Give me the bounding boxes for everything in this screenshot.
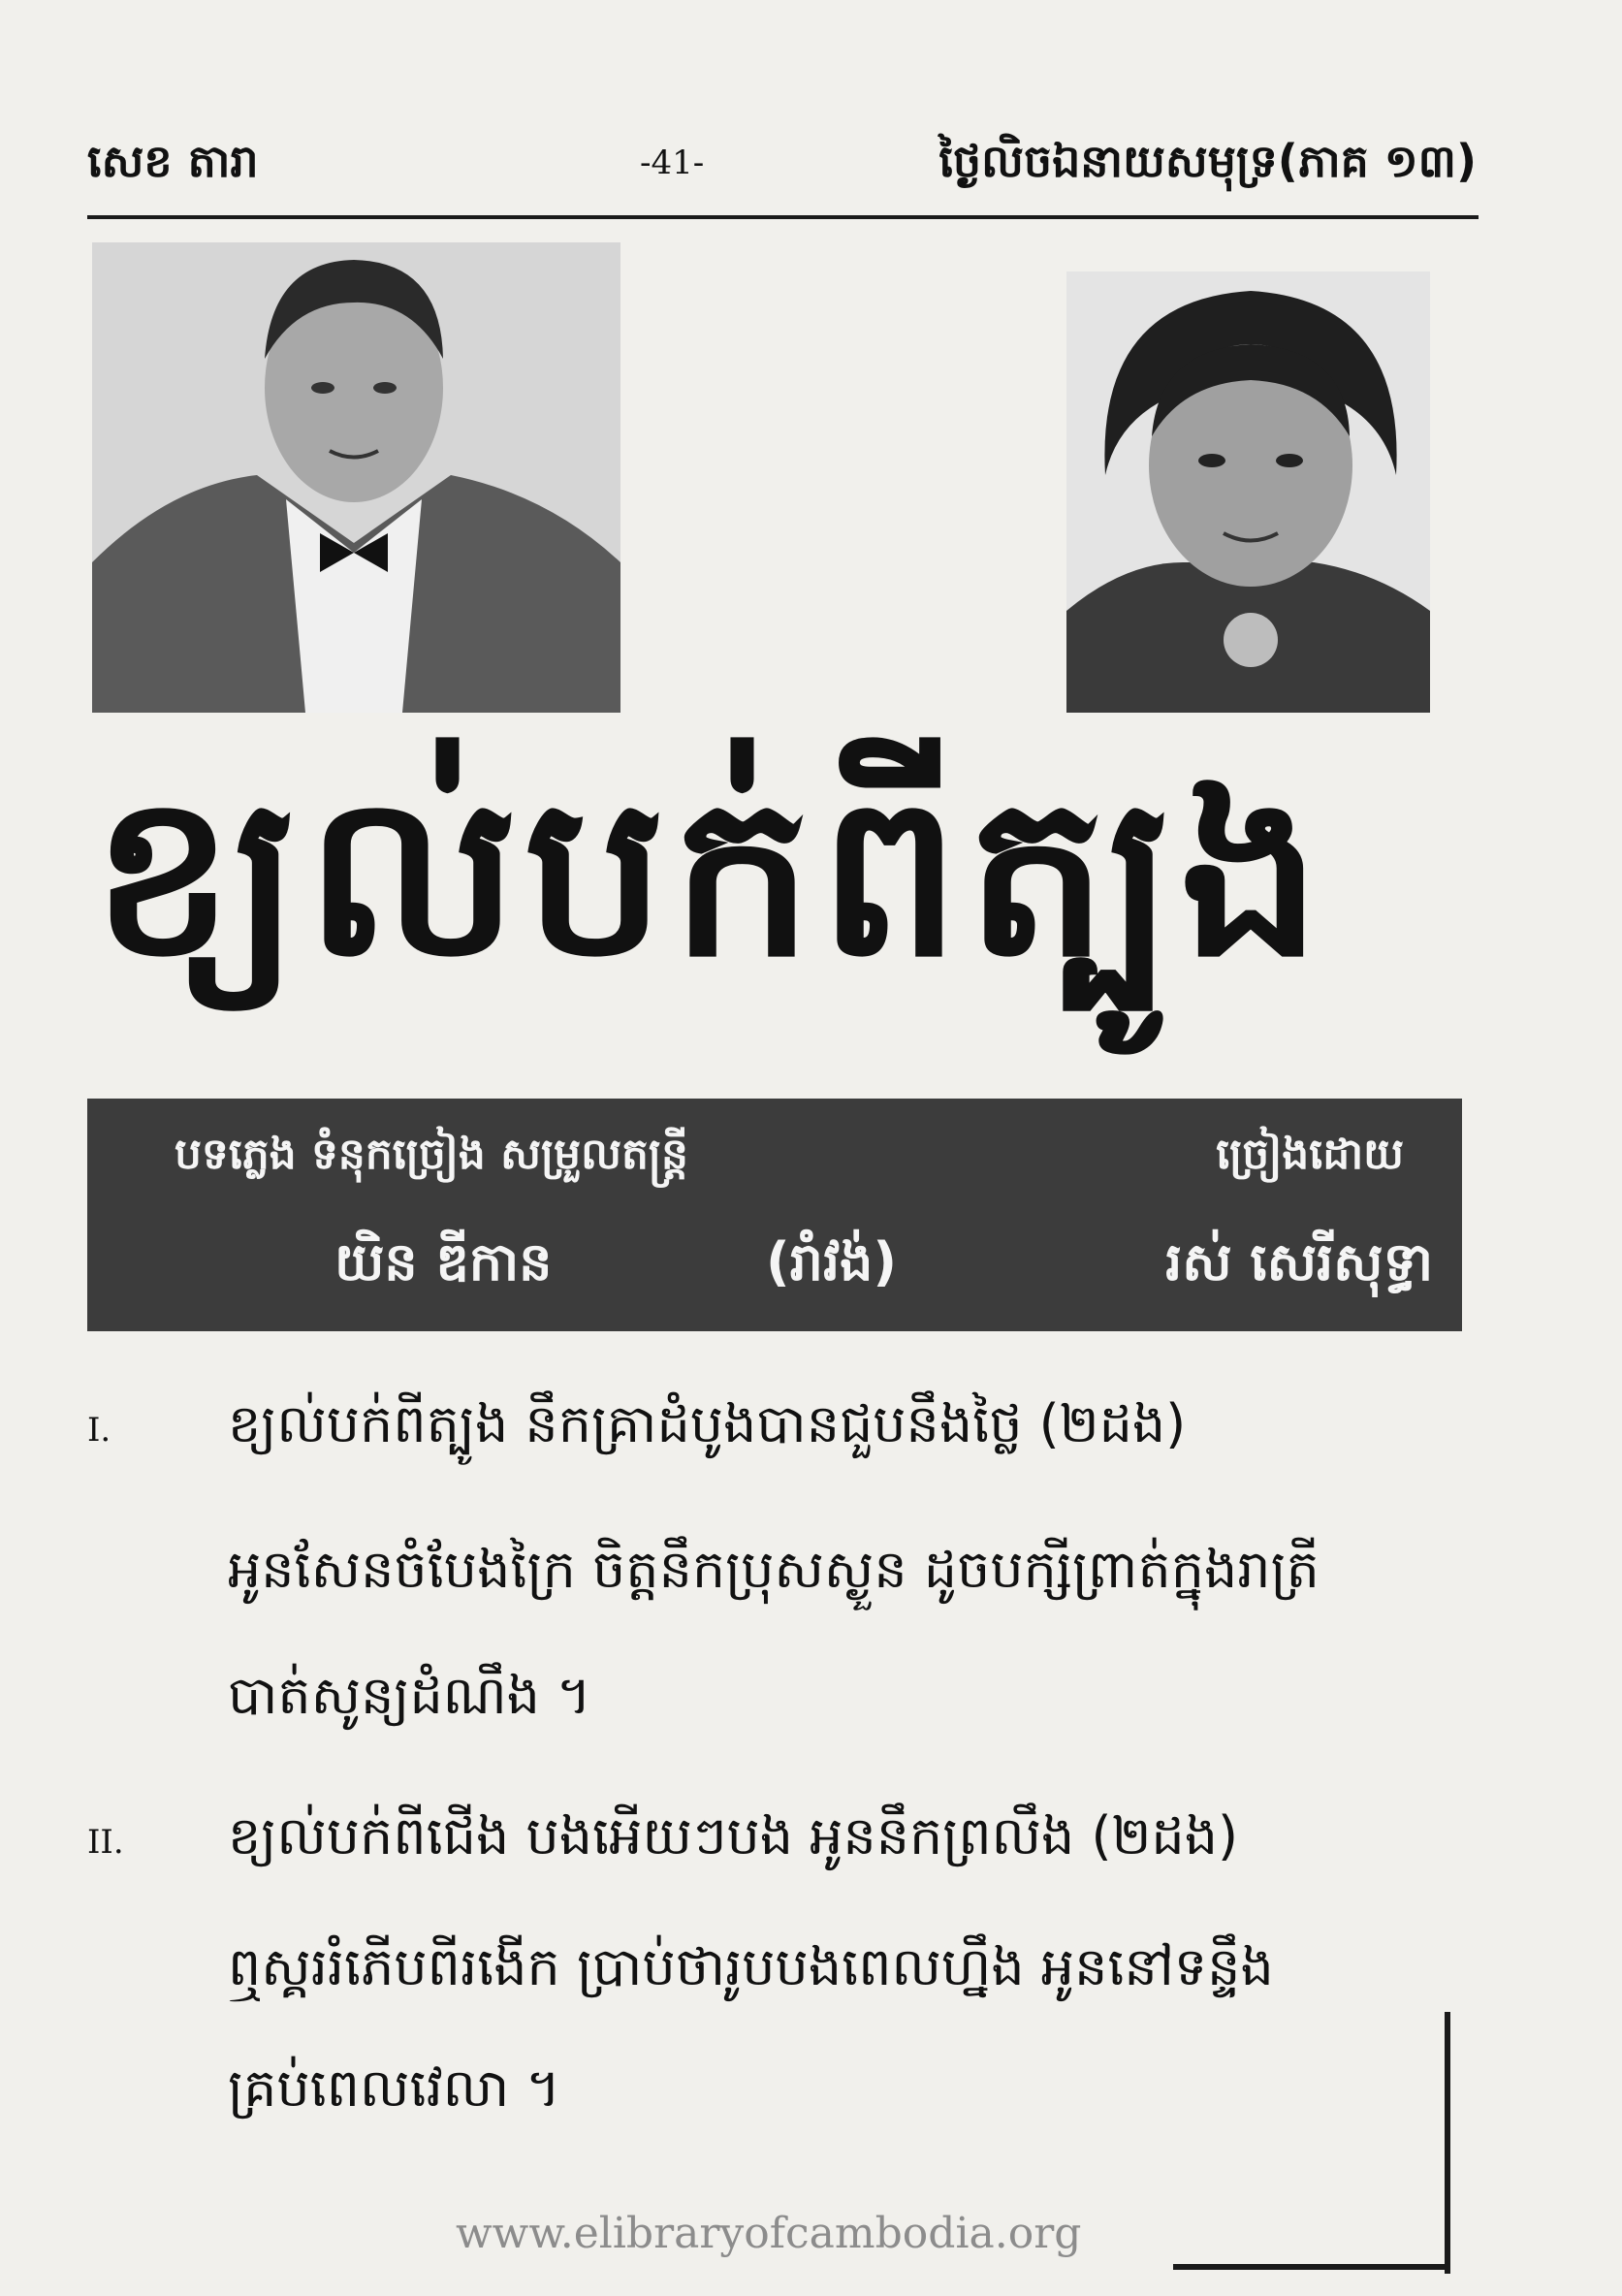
- header-divider: [87, 215, 1479, 219]
- credits-box: [87, 1099, 1462, 1331]
- header-author: សេខ តារា: [87, 135, 259, 187]
- page-number: -41-: [640, 144, 705, 182]
- female-singer-photo: [1066, 271, 1430, 713]
- credits-rhythm: (រាំវង់): [766, 1231, 898, 1292]
- verse-line: ឮស្គររំភើបពីរងើក ប្រាប់ថារូបបងពេលហ្នឹង អូននៅទន្ទឹង: [228, 1936, 1274, 1997]
- credits-sung-by-label: ច្រៀងដោយ: [1216, 1130, 1404, 1179]
- song-title: ខ្យល់បក់ពីត្បូង: [92, 748, 1327, 1006]
- verse-line: ខ្យល់បក់ពីត្បូង នឹកគ្រាដំបូងបានជួបនឹងថ្លៃ (២ដង): [228, 1393, 1187, 1454]
- corner-rule-vertical: [1445, 2012, 1450, 2274]
- credits-roles: បទភ្លេង ទំនុកច្រៀង សម្រួលតន្ត្រី: [175, 1130, 688, 1179]
- male-singer-photo: [92, 242, 620, 713]
- credits-composer: យិន ឌីកាន: [334, 1231, 553, 1292]
- verse-line: អូនសែនចំបែងក្រៃ ចិត្តនឹកប្រុសស្ងួន ដូចបក្សីព្រាត់ក្នុងរាត្រី: [228, 1539, 1320, 1600]
- verse-line: ខ្យល់បក់ពីជើង បងអើយៗបង អូននឹកព្រលឹង (២ដង): [228, 1805, 1239, 1866]
- corner-rule-horizontal: [1173, 2264, 1450, 2270]
- verse-line: គ្រប់ពេលវេលា ។: [228, 2057, 561, 2119]
- verse-line: បាត់សូន្យដំណឹង ។: [228, 1665, 591, 1726]
- watermark-url: www.elibraryofcambodia.org: [456, 2209, 1082, 2258]
- verse-numeral: II.: [87, 1823, 124, 1862]
- header-book-title: ថ្ងៃលិចឯនាយសមុទ្រ(ភាគ ១៣): [938, 135, 1477, 187]
- credits-singer: រស់ សេរីសុទ្ធា: [1165, 1231, 1433, 1292]
- verse-numeral: I.: [87, 1411, 111, 1450]
